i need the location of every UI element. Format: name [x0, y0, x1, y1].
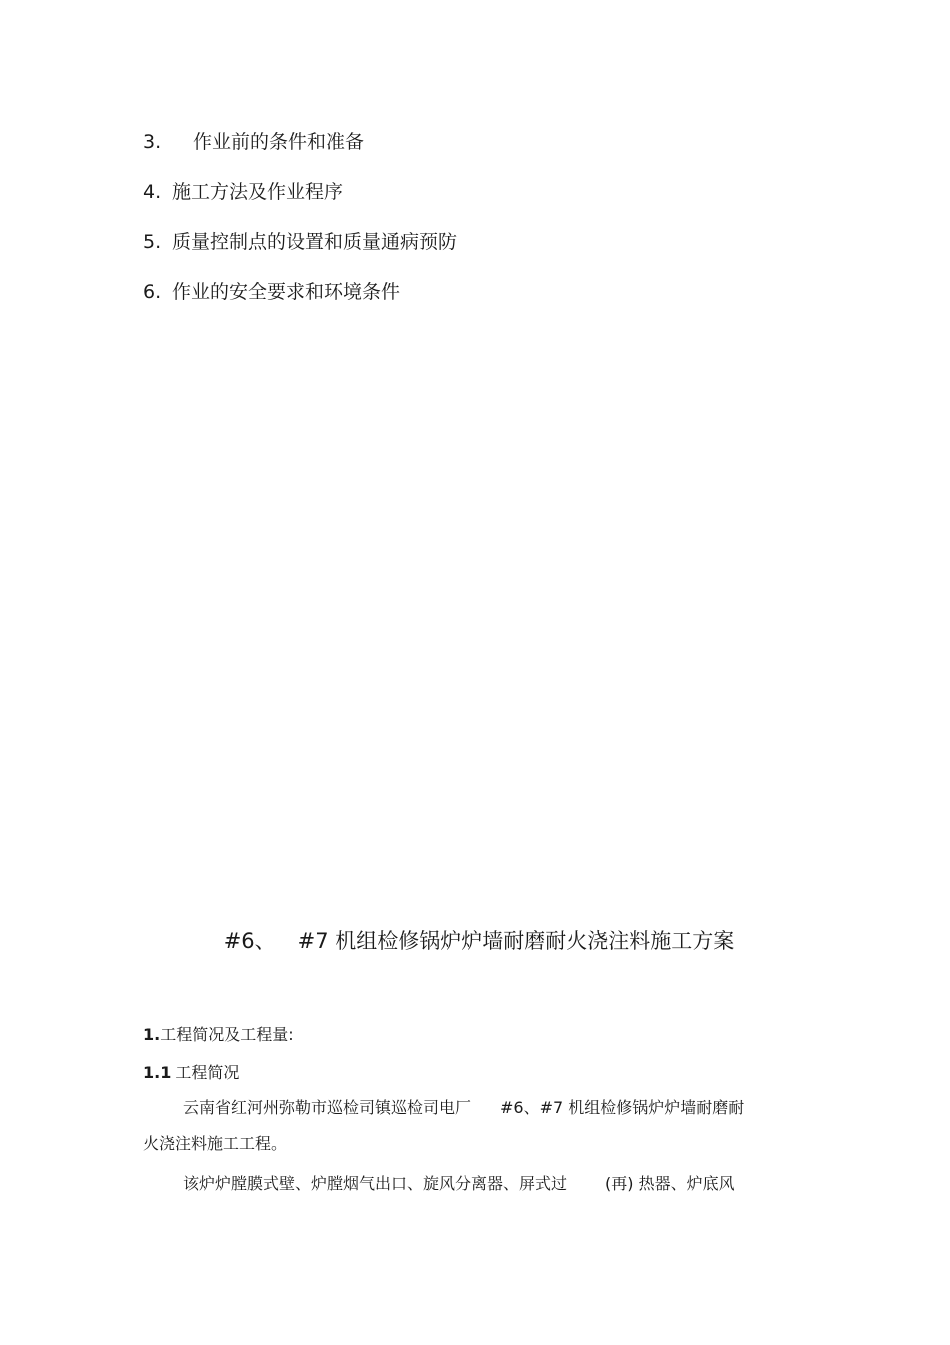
paragraph-2-text-a: 该炉炉膛膜式壁、炉膛烟气出口、旋风分离器、屏式过 [183, 1174, 568, 1193]
title-part-1: #6、 [223, 929, 276, 953]
toc-number: 5. [143, 231, 162, 253]
toc-text: 质量控制点的设置和质量通病预防 [172, 231, 458, 253]
section-title: 工程简况及工程量: [160, 1025, 294, 1044]
section-title: 工程简况 [175, 1063, 240, 1082]
toc-number: 3. [143, 131, 162, 153]
section-number: 1. [143, 1025, 161, 1044]
title-part-2: #7 机组检修锅炉炉墙耐磨耐火浇注料施工方案 [297, 929, 735, 953]
paragraph-1-line-2 [143, 1133, 287, 1155]
paragraph-1-text-c: 火浇注料施工工程。 [143, 1134, 288, 1153]
toc-number: 4. [143, 181, 162, 203]
toc-text: 作业前的条件和准备 [193, 131, 365, 153]
document-title [0, 928, 950, 954]
paragraph-1-line-1 [183, 1097, 744, 1119]
toc-item-5 [143, 230, 457, 254]
toc-item-6 [143, 280, 400, 304]
paragraph-1-text-b: #6、#7 机组检修锅炉炉墙耐磨耐 [500, 1098, 745, 1117]
paragraph-1-text-a: 云南省红河州弥勒市巡检司镇巡检司电厂 [183, 1098, 472, 1117]
toc-text: 作业的安全要求和环境条件 [172, 281, 401, 303]
toc-number: 6. [143, 281, 162, 303]
section-number: 1.1 [143, 1063, 172, 1082]
toc-text: 施工方法及作业程序 [172, 181, 344, 203]
toc-item-3 [143, 130, 364, 154]
paragraph-2-line-1 [183, 1173, 735, 1195]
toc-item-4 [143, 180, 343, 204]
section-heading-1 [143, 1024, 294, 1046]
section-heading-1-1 [143, 1062, 239, 1084]
paragraph-2-text-b: (再) 热器、炉底风 [605, 1174, 735, 1193]
